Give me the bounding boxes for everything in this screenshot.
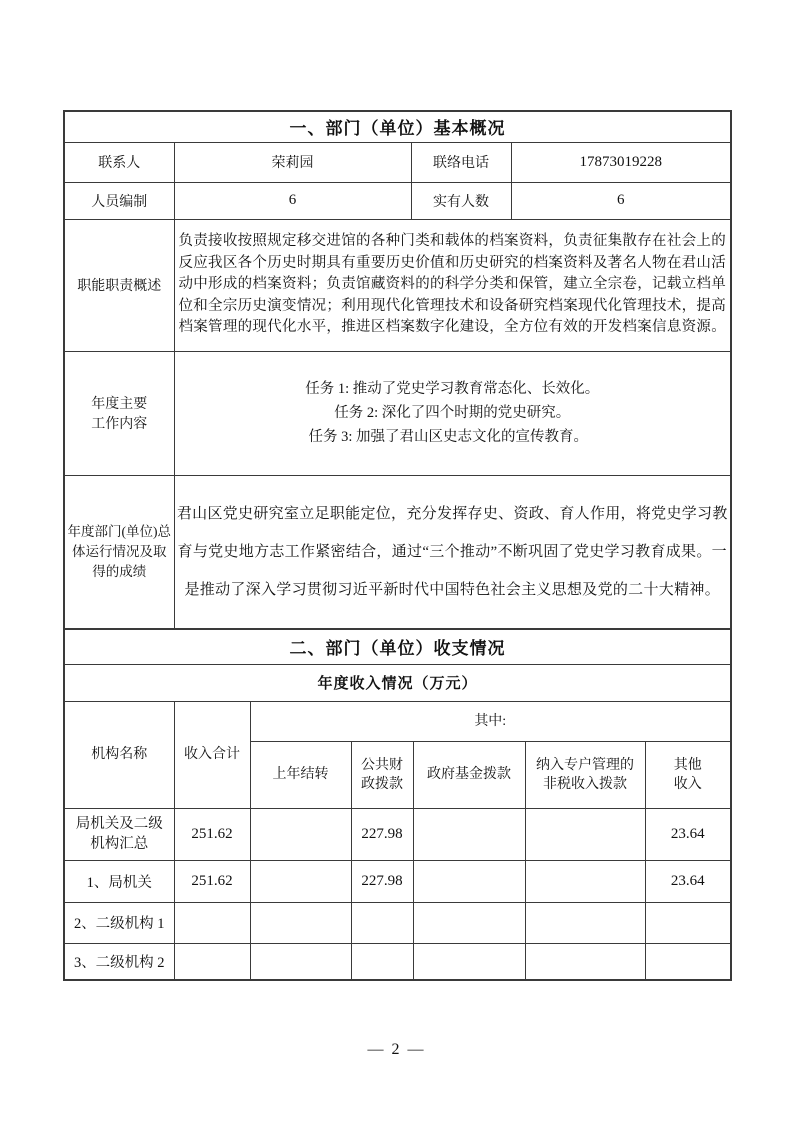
col-header-gov-fund: 政府基金拨款: [413, 741, 525, 808]
col-header-special-account-text: 纳入专户管理的非税收入拨款: [535, 757, 634, 792]
table-row: [64, 351, 731, 475]
annual-work-tasks: [174, 351, 731, 475]
col-header-org: 机构名称: [64, 701, 174, 808]
special-account-cell: [525, 943, 645, 980]
contact-value: 荣莉园: [174, 142, 411, 182]
task-item: 任务 1: 推动了党史学习教育常态化、长效化。: [305, 381, 600, 397]
org-name-text: 局机关及二级机构汇总: [75, 816, 163, 852]
org-name-cell: 3、二级机构 2: [64, 943, 174, 980]
col-header-other-text: 其他收入: [673, 757, 702, 792]
section2-title: 二、部门（单位）收支情况: [64, 629, 731, 664]
performance-label-text: 年度部门(单位)总体运行情况及取得的成绩: [67, 523, 171, 579]
gov-fund-cell: [413, 808, 525, 860]
other-cell: [645, 943, 731, 980]
total-cell: 251.62: [174, 860, 250, 902]
table-row: [64, 808, 731, 860]
table-row: [64, 902, 731, 943]
table-row: [64, 701, 731, 741]
gov-fund-cell: [413, 902, 525, 943]
duties-label: 职能职责概述: [64, 219, 174, 351]
performance-label: [64, 475, 174, 629]
org-name-cell: 2、二级机构 1: [64, 902, 174, 943]
org-name-cell: 1、局机关: [64, 860, 174, 902]
other-cell: 23.64: [645, 860, 731, 902]
other-cell: 23.64: [645, 808, 731, 860]
special-account-cell: [525, 902, 645, 943]
annual-work-label: [64, 351, 174, 475]
public-finance-cell: 227.98: [351, 860, 413, 902]
public-finance-cell: [351, 902, 413, 943]
task-item: 任务 3: 加强了君山区史志文化的宣传教育。: [308, 429, 589, 445]
carryover-cell: [250, 943, 351, 980]
section1-title: 一、部门（单位）基本概况: [64, 111, 731, 142]
phone-value: 17873019228: [511, 142, 731, 182]
gov-fund-cell: [413, 860, 525, 902]
phone-label: 联络电话: [411, 142, 511, 182]
performance-text: 君山区党史研究室立足职能定位，充分发挥存史、资政、育人作用，将党史学习教育与党史地方志工作紧密结合，通过“三个推动”不断巩固了党史学习教育成果。一是推动了深入学习贯彻习近平新时代中国特色社会主义思想及党的二十大精神。: [174, 475, 731, 629]
income-subtitle: 年度收入情况（万元）: [64, 664, 731, 701]
table-row: [64, 629, 731, 664]
income-table: [63, 628, 732, 981]
table-row: [64, 943, 731, 980]
carryover-cell: [250, 860, 351, 902]
col-header-among: 其中:: [250, 701, 731, 741]
table-row: [64, 860, 731, 902]
org-name-cell: [64, 808, 174, 860]
table-row: [64, 664, 731, 701]
page-number: — 2 —: [367, 1041, 426, 1058]
table-row: [64, 475, 731, 629]
table-row: [64, 182, 731, 219]
carryover-cell: [250, 808, 351, 860]
public-finance-cell: [351, 943, 413, 980]
headcount-value: 6: [511, 182, 731, 219]
duties-text: 负责接收按照规定移交进馆的各种门类和载体的档案资料，负责征集散存在社会上的反应我区各个历史时期具有重要历史价值和历史研究的档案资料及著名人物在君山活动中形成的档案资料；负责馆藏资料的的科学分类和保管，建立全宗卷，记载立档单位和全宗历史演变情况；利用现代化管理技术和设备研究档案现代化管理技术，提高档案管理的现代化水平，推进区档案数字化建设，全方位有效的开发档案信息资源。: [174, 219, 731, 351]
col-header-public-finance: [351, 741, 413, 808]
special-account-cell: [525, 860, 645, 902]
col-header-special-account: [525, 741, 645, 808]
public-finance-cell: 227.98: [351, 808, 413, 860]
staffing-value: 6: [174, 182, 411, 219]
total-cell: [174, 943, 250, 980]
contact-label: 联系人: [64, 142, 174, 182]
col-header-public-finance-text: 公共财政拨款: [360, 757, 403, 792]
other-cell: [645, 902, 731, 943]
table-row: [64, 219, 731, 351]
annual-work-label-text: 年度主要工作内容: [91, 397, 148, 432]
special-account-cell: [525, 808, 645, 860]
task-item: 任务 2: 深化了四个时期的党史研究。: [334, 405, 571, 421]
staffing-label: 人员编制: [64, 182, 174, 219]
table-row: [64, 142, 731, 182]
headcount-label: 实有人数: [411, 182, 511, 219]
col-header-other: [645, 741, 731, 808]
total-cell: 251.62: [174, 808, 250, 860]
col-header-carryover: 上年结转: [250, 741, 351, 808]
total-cell: [174, 902, 250, 943]
carryover-cell: [250, 902, 351, 943]
gov-fund-cell: [413, 943, 525, 980]
col-header-total: 收入合计: [174, 701, 250, 808]
basic-info-table: [63, 110, 732, 630]
table-row: [64, 111, 731, 142]
